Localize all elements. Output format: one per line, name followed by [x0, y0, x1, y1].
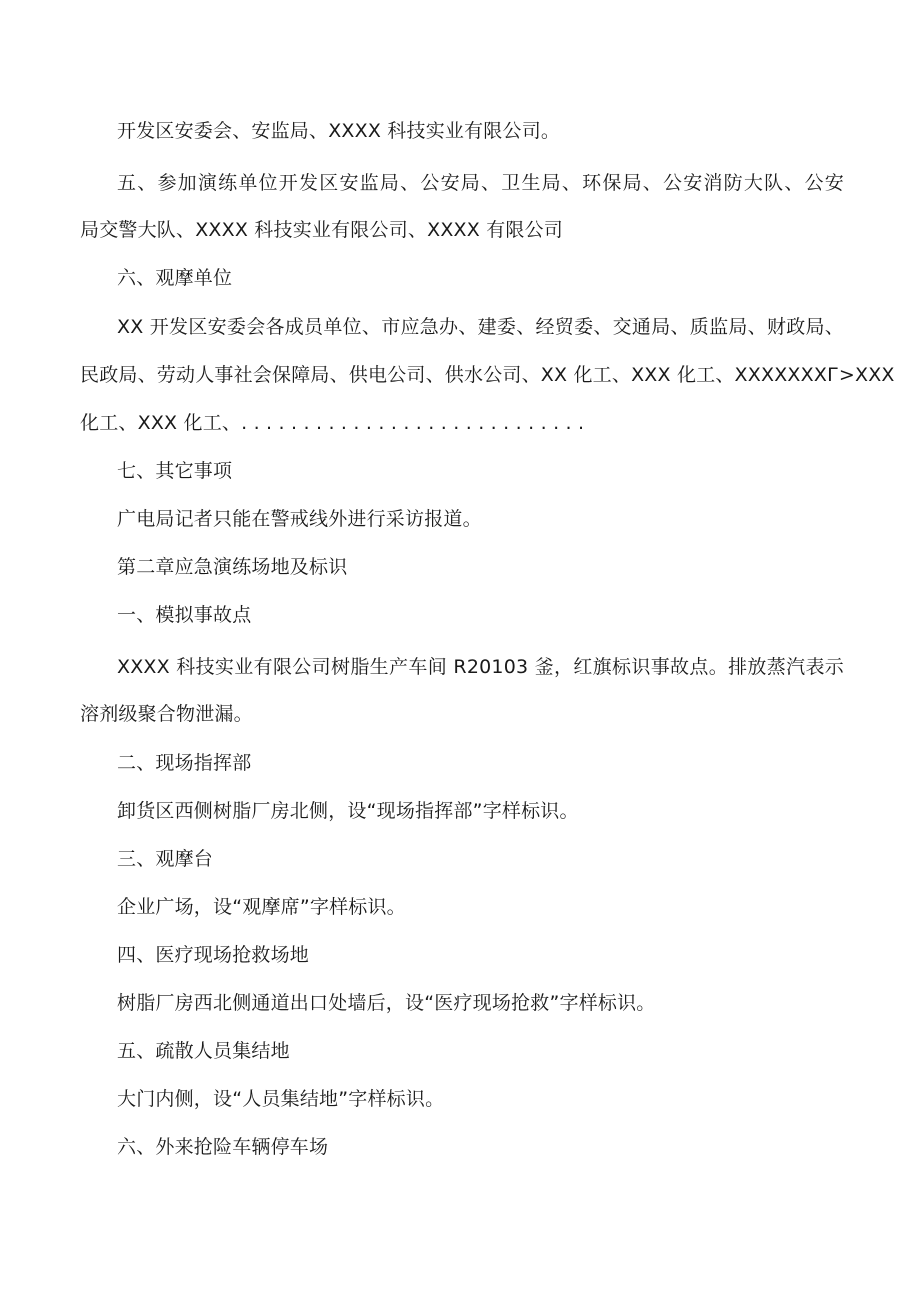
observer-units-line2: 民政局、劳动人事社会保障局、供电公司、供水公司、XX 化工、XXX 化工、XXXXXXXГ>XXX	[80, 364, 895, 386]
paragraph-organizers: 开发区安委会、安监局、XXXX 科技实业有限公司。	[117, 120, 561, 142]
command-post-heading: 二、现场指挥部	[117, 752, 252, 774]
section-six-heading: 六、观摩单位	[117, 267, 233, 289]
chapter-two-heading: 第二章应急演练场地及标识	[117, 556, 348, 578]
observation-stand-location: 企业广场，设“观摩席”字样标识。	[117, 896, 406, 918]
press-note: 广电局记者只能在警戒线外进行采访报道。	[117, 508, 482, 530]
assembly-point-location: 大门内侧，设“人员集结地”字样标识。	[117, 1088, 445, 1110]
simulated-accident-heading: 一、模拟事故点	[117, 604, 252, 626]
section-seven-heading: 七、其它事项	[117, 460, 233, 482]
observation-stand-heading: 三、观摩台	[117, 848, 214, 870]
section-five-participants-line2: 局交警大队、XXXX 科技实业有限公司、XXXX 有限公司	[80, 219, 564, 241]
accident-point-line2: 溶剂级聚合物泄漏。	[80, 703, 253, 725]
medical-site-heading: 四、医疗现场抢救场地	[117, 944, 310, 966]
accident-point-line1: XXXX 科技实业有限公司树脂生产车间 R20103 釜，红旗标识事故点。排放蒸汽表示	[117, 656, 844, 678]
medical-site-location: 树脂厂房西北侧通道出口处墙后，设“医疗现场抢救”字样标识。	[117, 992, 656, 1014]
observer-units-line1: XX 开发区安委会各成员单位、市应急办、建委、经贸委、交通局、质监局、财政局、	[117, 316, 844, 338]
observer-units-line3: 化工、XXX 化工、. . . . . . . . . . . . . . . . . . . . . . . . . . . .	[80, 412, 585, 434]
section-five-participants-line1: 五、参加演练单位开发区安监局、公安局、卫生局、环保局、公安消防大队、公安	[117, 172, 844, 194]
rescue-parking-heading: 六、外来抢险车辆停车场	[117, 1136, 329, 1158]
command-post-location: 卸货区西侧树脂厂房北侧，设“现场指挥部”字样标识。	[117, 800, 579, 822]
assembly-point-heading: 五、疏散人员集结地	[117, 1040, 290, 1062]
